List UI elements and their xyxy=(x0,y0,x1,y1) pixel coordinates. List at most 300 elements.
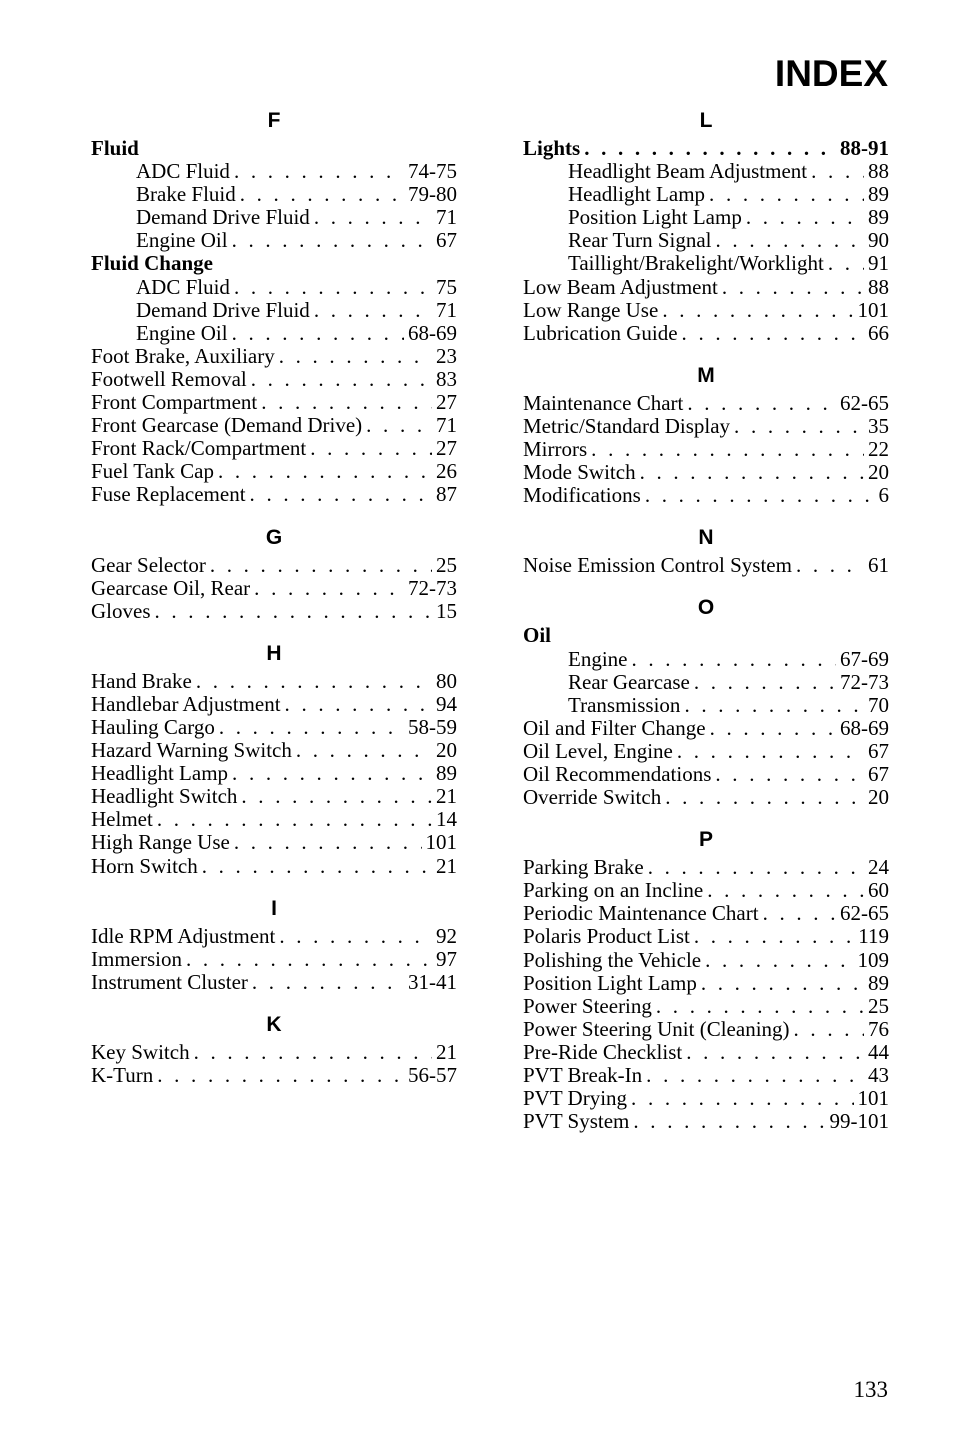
dot-leader xyxy=(701,972,864,995)
entry-page-ref: 66 xyxy=(868,321,889,345)
entry-label: Override Switch xyxy=(523,786,662,810)
entry-label: PVT Drying xyxy=(523,1087,628,1111)
entry-page-ref: 67 xyxy=(436,229,457,253)
entry-label: Polaris Product List xyxy=(523,925,690,949)
entry-label: Lights xyxy=(523,137,581,160)
entry-page-ref: 15 xyxy=(436,599,457,623)
entry-label: Low Beam Adjustment xyxy=(523,275,718,299)
dot-leader xyxy=(234,276,432,299)
index-entry xyxy=(91,948,457,971)
index-section xyxy=(523,823,889,1133)
index-entry xyxy=(523,1064,889,1087)
entry-list xyxy=(523,856,889,1133)
index-entry xyxy=(91,855,457,878)
index-entry xyxy=(91,1041,457,1064)
page-title: INDEX xyxy=(774,53,888,94)
dot-leader xyxy=(232,762,432,785)
dot-leader xyxy=(157,1064,404,1087)
dot-leader xyxy=(296,739,432,762)
entry-page-ref: 31-41 xyxy=(408,970,457,994)
entry-list xyxy=(523,137,889,345)
index-subentry xyxy=(91,299,457,322)
dot-leader xyxy=(811,160,864,183)
entry-page-ref: 97 xyxy=(436,947,457,971)
index-entry xyxy=(91,483,457,506)
index-section xyxy=(91,892,457,994)
index-section xyxy=(523,591,889,809)
entry-list xyxy=(91,137,457,507)
dot-leader xyxy=(279,345,432,368)
index-entry xyxy=(523,949,889,972)
entry-page-ref: 68-69 xyxy=(840,716,889,740)
entry-label: Headlight Lamp xyxy=(91,762,229,786)
entry-label: Pre-Ride Checklist xyxy=(523,1040,683,1064)
index-subentry xyxy=(91,322,457,345)
dot-leader xyxy=(686,1041,864,1064)
entry-label: Fluid Change xyxy=(91,252,213,276)
entry-page-ref: 109 xyxy=(857,948,889,972)
entry-page-ref: 89 xyxy=(868,206,889,230)
index-subentry xyxy=(523,160,889,183)
entry-label: Modifications xyxy=(523,484,641,508)
entry-list xyxy=(523,624,889,809)
index-section xyxy=(523,104,889,345)
entry-page-ref: 27 xyxy=(436,437,457,461)
index-entry xyxy=(91,785,457,808)
section-letter: I xyxy=(271,896,277,920)
dot-leader xyxy=(202,855,432,878)
section-letter: M xyxy=(697,363,715,387)
index-entry xyxy=(91,345,457,368)
entry-page-ref: 21 xyxy=(436,785,457,809)
entry-page-ref: 80 xyxy=(436,669,457,693)
index-entry xyxy=(91,762,457,785)
entry-label: Engine Oil xyxy=(136,321,228,345)
entry-label: Rear Turn Signal xyxy=(568,229,712,253)
page-number: 133 xyxy=(853,1377,888,1402)
index-entry xyxy=(91,739,457,762)
entry-page-ref: 101 xyxy=(425,831,457,855)
entry-page-ref: 23 xyxy=(436,344,457,368)
entry-label: High Range Use xyxy=(91,831,230,855)
dot-leader xyxy=(240,183,404,206)
index-subentry xyxy=(523,183,889,206)
entry-page-ref: 62-65 xyxy=(840,902,889,926)
index-entry xyxy=(91,368,457,391)
entry-label: Hand Brake xyxy=(91,669,192,693)
section-letter: G xyxy=(265,525,283,549)
index-entry xyxy=(523,322,889,345)
entry-label: Immersion xyxy=(91,947,182,971)
entry-label: Front Gearcase (Demand Drive) xyxy=(91,414,363,438)
index-entry xyxy=(91,925,457,948)
dot-leader xyxy=(631,648,836,671)
index-subentry xyxy=(523,694,889,717)
entry-page-ref: 68-69 xyxy=(408,321,457,345)
entry-page-ref: 20 xyxy=(436,739,457,763)
index-subentry xyxy=(91,206,457,229)
entry-label: Footwell Removal xyxy=(91,367,247,391)
entry-page-ref: 89 xyxy=(868,183,889,207)
entry-list xyxy=(523,554,889,577)
dot-leader xyxy=(310,437,432,460)
index-subentry xyxy=(91,160,457,183)
index-subentry xyxy=(523,252,889,275)
index-entry xyxy=(523,717,889,740)
entry-label: Horn Switch xyxy=(91,854,198,878)
index-entry xyxy=(523,786,889,809)
index-entry xyxy=(523,276,889,299)
dot-leader xyxy=(584,137,836,160)
dot-leader xyxy=(155,600,433,623)
dot-leader xyxy=(241,785,432,808)
index-entry xyxy=(91,554,457,577)
dot-leader xyxy=(366,414,432,437)
entry-label: Periodic Maintenance Chart xyxy=(523,902,759,926)
dot-leader xyxy=(261,391,432,414)
dot-leader xyxy=(794,1018,864,1041)
entry-label: ADC Fluid xyxy=(136,275,230,299)
entry-label: PVT System xyxy=(523,1110,630,1134)
index-entry xyxy=(91,1064,457,1087)
index-section xyxy=(91,104,457,507)
dot-leader xyxy=(665,786,864,809)
entry-page-ref: 44 xyxy=(868,1040,889,1064)
entry-page-ref: 74-75 xyxy=(408,160,457,184)
entry-label: Hazard Warning Switch xyxy=(91,739,292,763)
entry-page-ref: 61 xyxy=(868,554,889,578)
index-column-left xyxy=(91,104,457,1101)
index-entry xyxy=(523,392,889,415)
index-heading-entry xyxy=(523,624,889,647)
index-entry xyxy=(523,972,889,995)
dot-leader xyxy=(707,879,864,902)
section-letter: K xyxy=(266,1012,282,1036)
entry-page-ref: 24 xyxy=(868,856,889,880)
entry-page-ref: 6 xyxy=(878,484,889,508)
index-section xyxy=(91,1008,457,1087)
index-entry xyxy=(523,1041,889,1064)
index-entry xyxy=(91,577,457,600)
entry-label: Transmission xyxy=(568,693,681,717)
entry-page-ref: 94 xyxy=(436,692,457,716)
dot-leader xyxy=(722,276,864,299)
entry-page-ref: 88-91 xyxy=(840,137,889,160)
index-subentry xyxy=(523,206,889,229)
entry-page-ref: 67 xyxy=(868,739,889,763)
dot-leader xyxy=(677,740,864,763)
index-subentry xyxy=(523,671,889,694)
index-entry xyxy=(91,716,457,739)
index-entry xyxy=(523,299,889,322)
index-section xyxy=(523,359,889,507)
dot-leader xyxy=(645,484,875,507)
dot-leader xyxy=(219,716,404,739)
entry-label: Fuse Replacement xyxy=(91,483,246,507)
index-entry xyxy=(523,1087,889,1110)
entry-list xyxy=(523,392,889,507)
index-subentry xyxy=(91,276,457,299)
entry-page-ref: 89 xyxy=(436,762,457,786)
entry-page-ref: 20 xyxy=(868,461,889,485)
entry-page-ref: 62-65 xyxy=(840,391,889,415)
entry-page-ref: 72-73 xyxy=(840,670,889,694)
index-section xyxy=(91,521,457,623)
entry-label: Oil xyxy=(523,624,552,648)
dot-leader xyxy=(709,183,864,206)
dot-leader xyxy=(250,483,432,506)
entry-label: Gear Selector xyxy=(91,553,206,577)
entry-label: Engine Oil xyxy=(136,229,228,253)
index-entry xyxy=(523,925,889,948)
entry-label: Headlight Lamp xyxy=(568,183,706,207)
entry-page-ref: 56-57 xyxy=(408,1064,457,1087)
entry-label: Oil Recommendations xyxy=(523,762,712,786)
entry-list xyxy=(91,925,457,994)
entry-list xyxy=(91,670,457,878)
entry-page-ref: 92 xyxy=(436,924,457,948)
dot-leader xyxy=(646,1064,864,1087)
entry-label: ADC Fluid xyxy=(136,160,230,184)
entry-page-ref: 71 xyxy=(436,298,457,322)
dot-leader xyxy=(234,160,404,183)
dot-leader xyxy=(746,206,864,229)
entry-label: Fuel Tank Cap xyxy=(91,460,214,484)
entry-page-ref: 76 xyxy=(868,1017,889,1041)
entry-label: Foot Brake, Auxiliary xyxy=(91,344,275,368)
index-entry xyxy=(91,414,457,437)
dot-leader xyxy=(232,322,404,345)
entry-label: Headlight Switch xyxy=(91,785,238,809)
entry-label: Fluid xyxy=(91,137,139,160)
index-entry xyxy=(91,831,457,854)
index-subentry xyxy=(523,229,889,252)
dot-leader xyxy=(705,949,853,972)
dot-leader xyxy=(631,1087,853,1110)
entry-label: Taillight/Brakelight/Worklight xyxy=(568,252,824,276)
entry-page-ref: 89 xyxy=(868,971,889,995)
dot-leader xyxy=(314,206,432,229)
entry-label: Lubrication Guide xyxy=(523,321,678,345)
index-section xyxy=(523,521,889,577)
entry-page-ref: 79-80 xyxy=(408,183,457,207)
dot-leader xyxy=(234,831,422,854)
entry-page-ref: 20 xyxy=(868,786,889,810)
entry-page-ref: 71 xyxy=(436,414,457,438)
entry-page-ref: 14 xyxy=(436,808,457,832)
entry-label: Position Light Lamp xyxy=(523,971,697,995)
dot-leader xyxy=(591,438,864,461)
dot-leader xyxy=(157,808,432,831)
entry-label: Low Range Use xyxy=(523,298,659,322)
entry-page-ref: 26 xyxy=(436,460,457,484)
entry-label: Demand Drive Fluid xyxy=(136,298,310,322)
dot-leader xyxy=(710,717,836,740)
index-entry xyxy=(523,1110,889,1133)
entry-label: Demand Drive Fluid xyxy=(136,206,310,230)
entry-label: Front Compartment xyxy=(91,391,258,415)
entry-label: Polishing the Vehicle xyxy=(523,948,702,972)
entry-page-ref: 67 xyxy=(868,762,889,786)
dot-leader xyxy=(682,322,864,345)
section-letter: H xyxy=(266,641,282,665)
entry-page-ref: 67-69 xyxy=(840,647,889,671)
index-entry xyxy=(523,1018,889,1041)
entry-page-ref: 101 xyxy=(857,298,889,322)
section-letter: L xyxy=(699,109,713,132)
dot-leader xyxy=(656,995,864,1018)
entry-label: Oil Level, Engine xyxy=(523,739,673,763)
dot-leader xyxy=(684,694,864,717)
entry-page-ref: 21 xyxy=(436,1040,457,1064)
index-entry xyxy=(91,670,457,693)
index-subentry xyxy=(523,648,889,671)
entry-page-ref: 21 xyxy=(436,854,457,878)
index-heading-entry xyxy=(91,137,457,160)
index-entry xyxy=(523,879,889,902)
index-entry xyxy=(523,995,889,1018)
entry-list xyxy=(91,1041,457,1087)
index-entry xyxy=(523,902,889,925)
entry-label: Idle RPM Adjustment xyxy=(91,924,276,948)
entry-page-ref: 88 xyxy=(868,275,889,299)
index-entry xyxy=(91,437,457,460)
index-section xyxy=(91,637,457,878)
entry-label: Handlebar Adjustment xyxy=(91,692,281,716)
index-entry xyxy=(91,391,457,414)
index-heading-entry xyxy=(91,252,457,275)
entry-label: Headlight Beam Adjustment xyxy=(568,160,808,184)
index-entry xyxy=(523,461,889,484)
entry-label: Gloves xyxy=(91,599,151,623)
entry-label: Front Rack/Compartment xyxy=(91,437,307,461)
entry-page-ref: 70 xyxy=(868,693,889,717)
index-entry xyxy=(523,438,889,461)
entry-label: Noise Emission Control System xyxy=(523,554,792,578)
entry-label: Hauling Cargo xyxy=(91,715,215,739)
dot-leader xyxy=(828,252,864,275)
index-entry xyxy=(91,808,457,831)
entry-page-ref: 35 xyxy=(868,414,889,438)
entry-page-ref: 87 xyxy=(436,483,457,507)
dot-leader xyxy=(210,554,432,577)
entry-label: Brake Fluid xyxy=(136,183,236,207)
entry-label: Position Light Lamp xyxy=(568,206,742,230)
index-column-right xyxy=(523,104,889,1147)
dot-leader xyxy=(218,460,432,483)
entry-page-ref: 71 xyxy=(436,206,457,230)
entry-label: Rear Gearcase xyxy=(568,670,690,694)
entry-page-ref: 25 xyxy=(436,553,457,577)
dot-leader xyxy=(196,670,432,693)
entry-label: Key Switch xyxy=(91,1040,190,1064)
entry-page-ref: 75 xyxy=(436,275,457,299)
entry-page-ref: 101 xyxy=(857,1087,889,1111)
dot-leader xyxy=(763,902,836,925)
index-entry xyxy=(523,554,889,577)
section-letter: N xyxy=(698,526,714,550)
dot-leader xyxy=(285,693,432,716)
dot-leader xyxy=(687,392,836,415)
index-entry xyxy=(91,971,457,994)
entry-label: Parking on an Incline xyxy=(523,879,704,903)
dot-leader xyxy=(715,763,864,786)
entry-label: Metric/Standard Display xyxy=(523,414,731,438)
dot-leader xyxy=(662,299,853,322)
dot-leader xyxy=(251,368,432,391)
index-entry xyxy=(523,484,889,507)
entry-page-ref: 58-59 xyxy=(408,715,457,739)
index-entry xyxy=(523,763,889,786)
section-letter: O xyxy=(697,596,715,620)
dot-leader xyxy=(694,671,836,694)
entry-label: Power Steering xyxy=(523,994,652,1018)
dot-leader xyxy=(734,415,864,438)
entry-page-ref: 119 xyxy=(858,925,889,949)
dot-leader xyxy=(186,948,432,971)
entry-page-ref: 88 xyxy=(868,160,889,184)
dot-leader xyxy=(716,229,864,252)
index-entry xyxy=(91,600,457,623)
entry-page-ref: 99-101 xyxy=(829,1110,889,1134)
dot-leader xyxy=(279,925,432,948)
entry-page-ref: 90 xyxy=(868,229,889,253)
entry-label: Engine xyxy=(568,647,628,671)
entry-page-ref: 27 xyxy=(436,391,457,415)
index-entry xyxy=(91,693,457,716)
entry-page-ref: 60 xyxy=(868,879,889,903)
entry-label: Instrument Cluster xyxy=(91,970,248,994)
dot-leader xyxy=(314,299,432,322)
section-letter: F xyxy=(267,109,281,132)
entry-label: PVT Break-In xyxy=(523,1064,643,1087)
dot-leader xyxy=(254,577,404,600)
section-letter: P xyxy=(698,828,713,852)
index-entry xyxy=(523,740,889,763)
entry-label: Gearcase Oil, Rear xyxy=(91,576,251,600)
entry-list xyxy=(91,554,457,623)
index-entry xyxy=(523,137,889,160)
entry-page-ref: 43 xyxy=(868,1064,889,1087)
entry-label: Maintenance Chart xyxy=(523,391,684,415)
dot-leader xyxy=(252,971,404,994)
entry-page-ref: 22 xyxy=(868,438,889,462)
index-entry xyxy=(523,856,889,879)
dot-leader xyxy=(232,229,432,252)
entry-page-ref: 91 xyxy=(868,252,889,276)
entry-label: Oil and Filter Change xyxy=(523,716,706,740)
entry-page-ref: 25 xyxy=(868,994,889,1018)
entry-label: Mirrors xyxy=(523,438,588,462)
entry-label: Parking Brake xyxy=(523,856,644,880)
entry-label: Helmet xyxy=(91,808,153,832)
index-entry xyxy=(523,415,889,438)
dot-leader xyxy=(640,461,864,484)
dot-leader xyxy=(194,1041,432,1064)
dot-leader xyxy=(633,1110,825,1133)
index-subentry xyxy=(91,183,457,206)
index-entry xyxy=(91,460,457,483)
entry-page-ref: 72-73 xyxy=(408,576,457,600)
entry-label: K-Turn xyxy=(91,1064,154,1087)
entry-page-ref: 83 xyxy=(436,367,457,391)
entry-label: Power Steering Unit (Cleaning) xyxy=(523,1017,790,1041)
dot-leader xyxy=(648,856,864,879)
dot-leader xyxy=(694,925,854,948)
dot-leader xyxy=(796,554,864,577)
index-subentry xyxy=(91,229,457,252)
entry-label: Mode Switch xyxy=(523,461,636,485)
